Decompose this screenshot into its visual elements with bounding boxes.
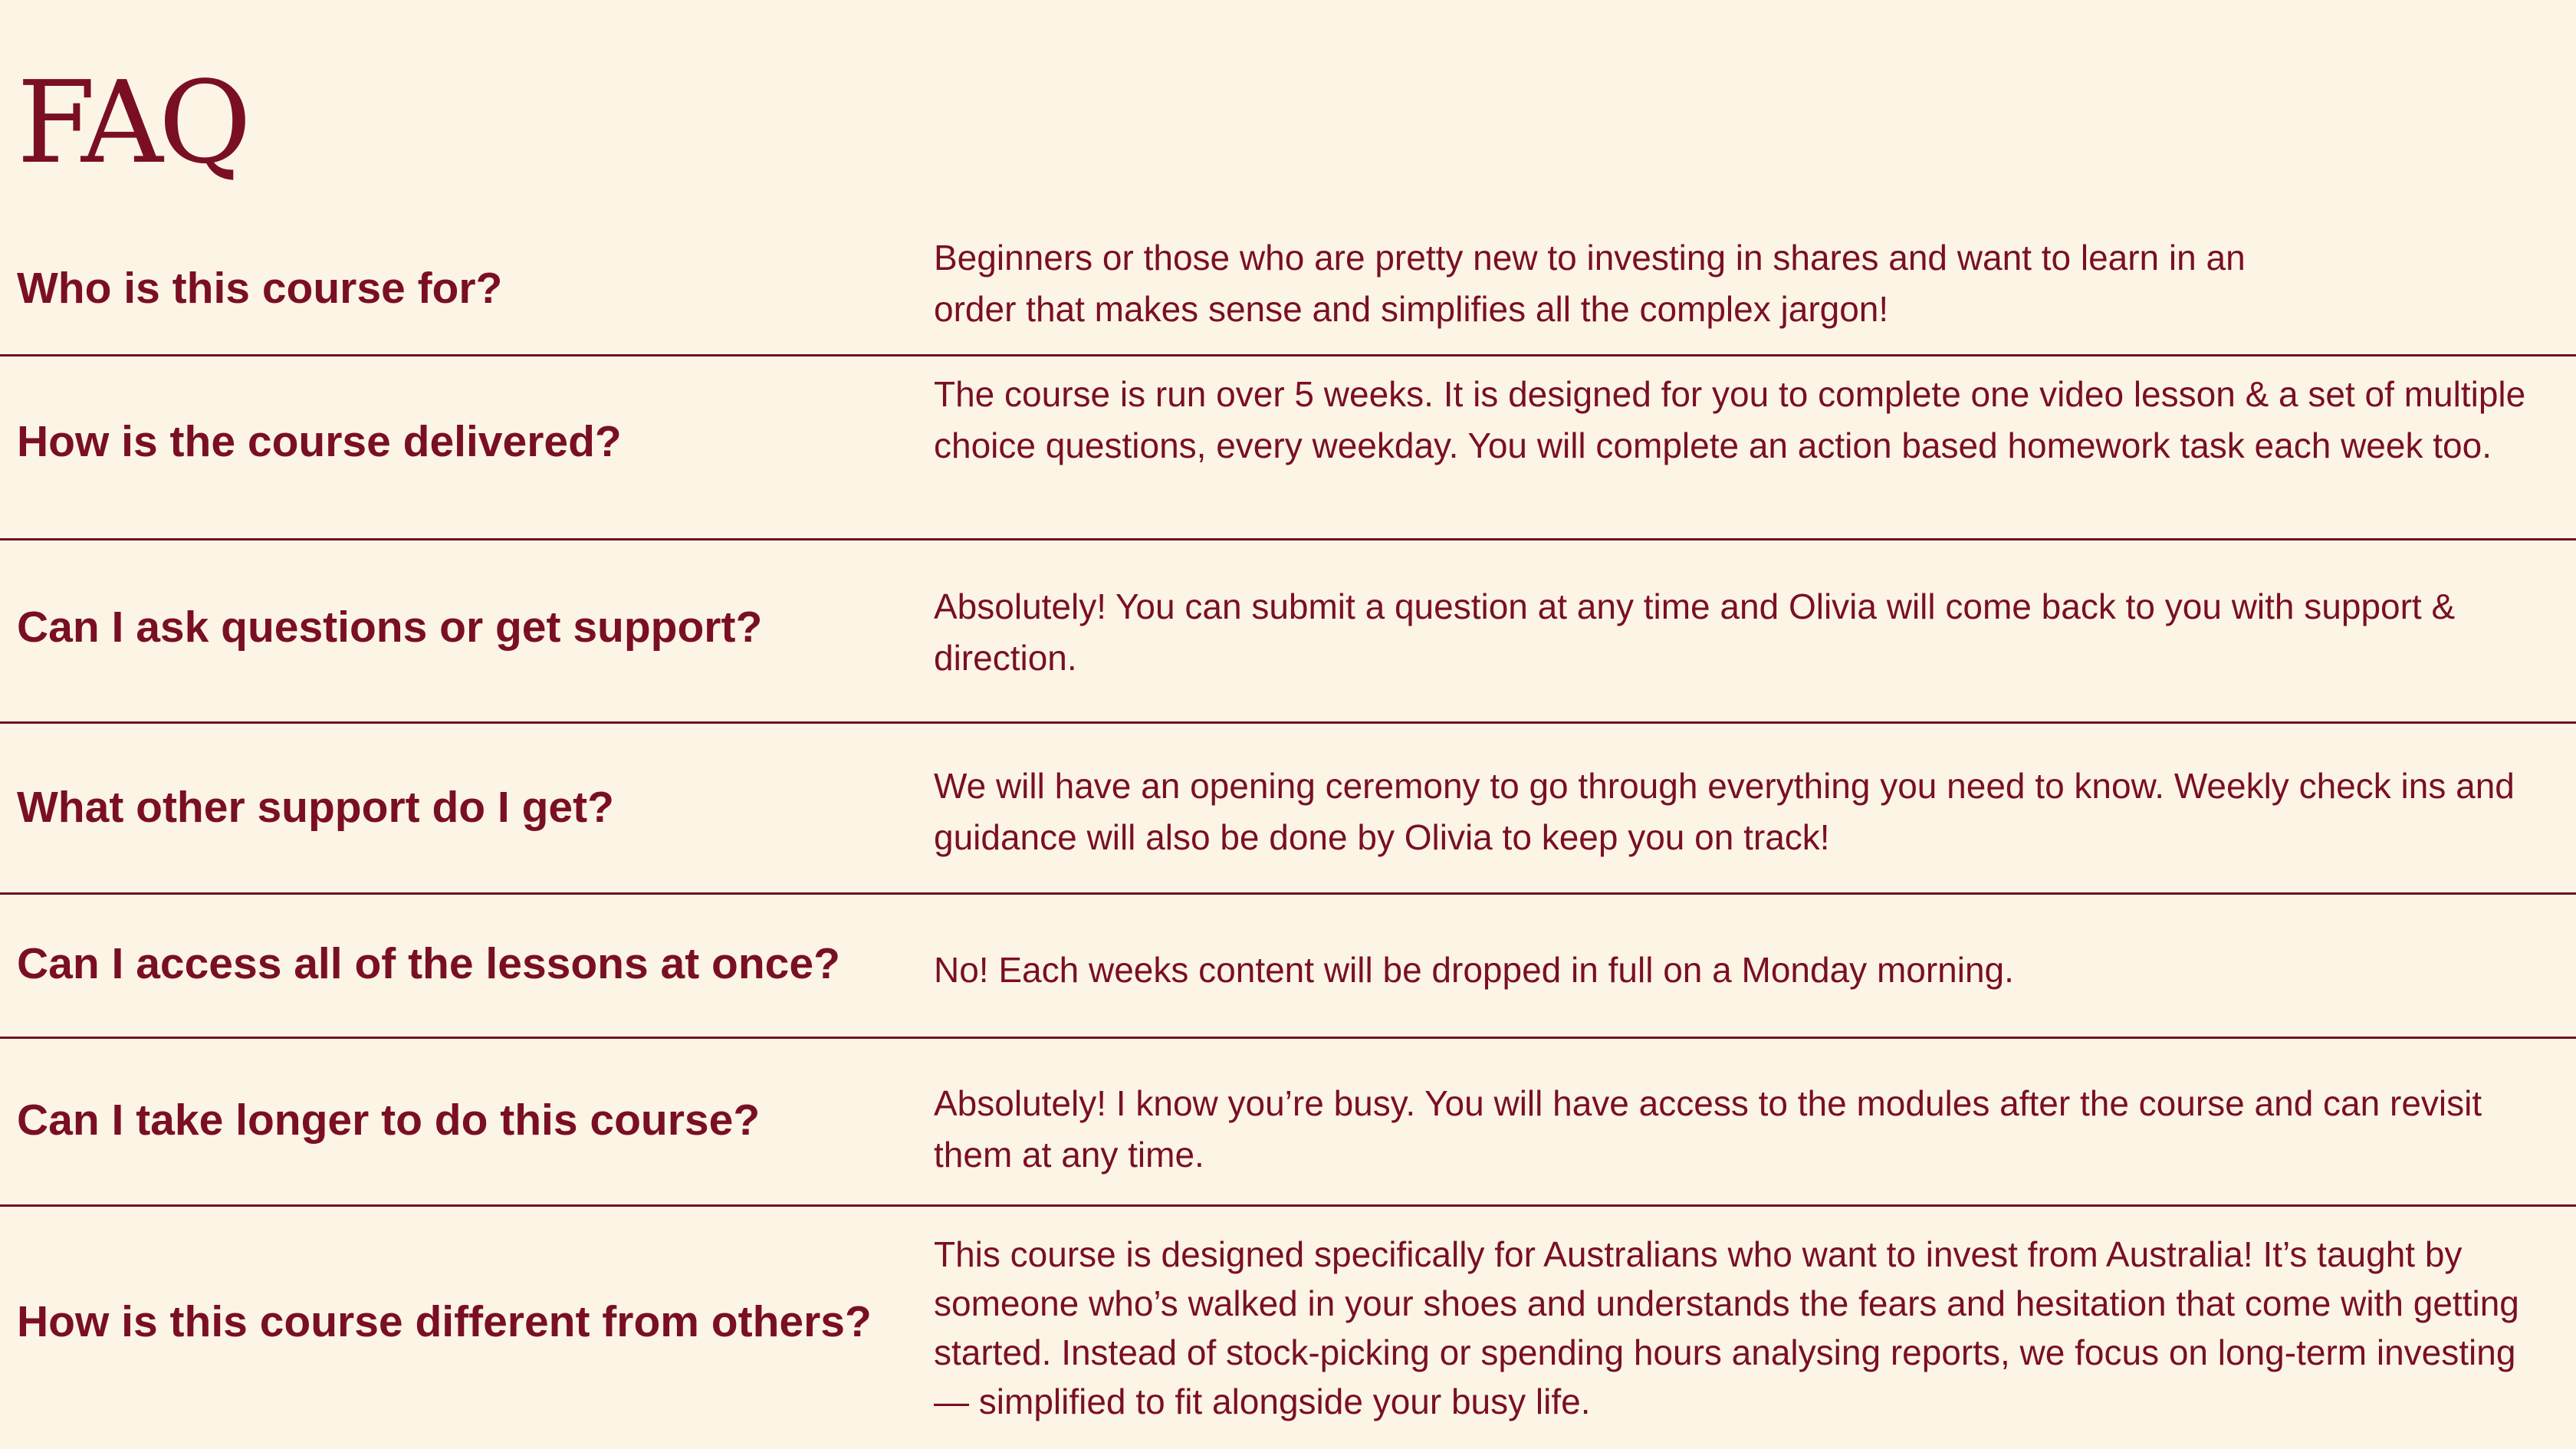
faq-answer: We will have an opening ceremony to go through everything you need to know. Weekly check ins and guidance will also be done by Olivia to keep you on track! xyxy=(934,766,2515,857)
faq-divider xyxy=(0,1037,2576,1039)
faq-question: What other support do I get? xyxy=(17,783,614,832)
faq-divider xyxy=(0,354,2576,356)
faq-question: Can I access all of the lessons at once? xyxy=(17,939,840,988)
faq-question: How is this course different from others? xyxy=(17,1297,872,1346)
faq-divider xyxy=(0,721,2576,724)
faq-divider xyxy=(0,892,2576,895)
faq-answer: No! Each weeks content will be dropped in full on a Monday morning. xyxy=(934,950,2014,990)
page-title: FAQ xyxy=(17,57,248,189)
faq-question: How is the course delivered? xyxy=(17,417,622,466)
faq-question: Can I take longer to do this course? xyxy=(17,1096,761,1145)
faq-answer: Beginners or those who are pretty new to investing in shares and want to learn in an order that makes sense and simplifies all the complex jargon! xyxy=(934,238,2246,329)
faq-question: Can I ask questions or get support? xyxy=(17,603,763,652)
faq-divider xyxy=(0,538,2576,540)
faq-divider xyxy=(0,1204,2576,1207)
faq-question: Who is this course for? xyxy=(17,264,503,313)
faq-answer: The course is run over 5 weeks. It is designed for you to complete one video lesson & a set of multiple choice questions, every weekday. You will complete an action based homework task each week too. xyxy=(934,374,2526,465)
faq-answer: Absolutely! I know you’re busy. You will have access to the modules after the course and can revisit them at any time. xyxy=(934,1083,2482,1175)
faq-answer: Absolutely! You can submit a question at any time and Olivia will come back to you with support & direction. xyxy=(934,586,2456,678)
faq-answer: This course is designed specifically for Australians who want to invest from Australia! It’s taught by someone who’s walked in your shoes and understands the fears and hesitation that come with getting started. Instead of stock-picking or spending hours analysing reports, we focus on long-term investing — simplified to fit alongside your busy life. xyxy=(934,1234,2519,1421)
